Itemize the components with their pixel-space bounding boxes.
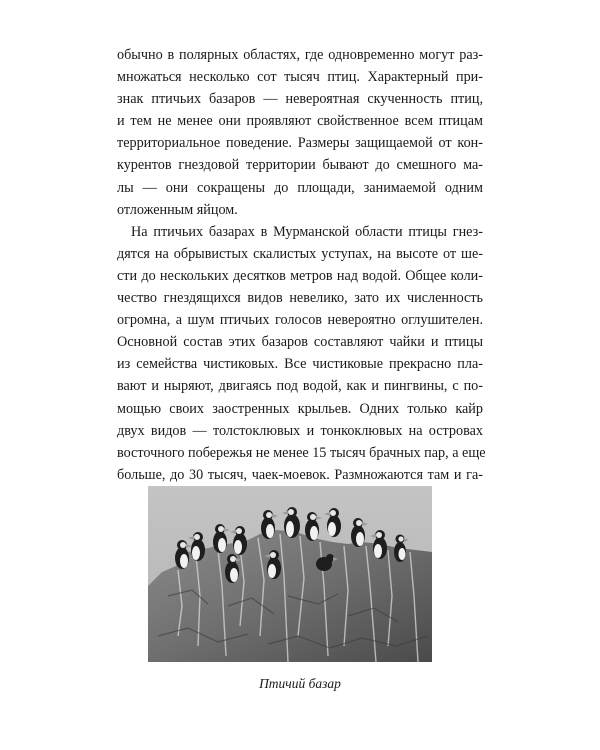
text-line: территориальное поведение. Размеры защищаемой от кон- — [117, 135, 483, 152]
paragraph-2 — [117, 221, 486, 486]
figure-caption: Птичий базар — [259, 676, 341, 691]
text-line: знак птичьих базаров — невероятная скученность птиц, — [117, 91, 483, 108]
text-line: чество гнездящихся видов невелико, зато их численность — [117, 290, 483, 307]
text-line: из семейства чистиковых. Все чистиковые прекрасно пла- — [117, 356, 483, 373]
text-line: лы — они сокращены до площади, занимаемой одним — [117, 179, 483, 196]
text-line: обычно в полярных областях, где одновременно могут раз- — [117, 47, 483, 63]
text-line: мощью своих заостренных крыльев. Одних только кайр — [117, 400, 483, 417]
text-line: вают и ныряют, двигаясь под водой, как и пингвины, с по- — [117, 378, 483, 395]
text-line: сти до нескольких десятков метров над водой. Общее коли- — [117, 267, 483, 284]
text-line: двух видов — толстоклювых и тонкоклювых на островах — [117, 422, 483, 439]
text-line: Основной состав этих базаров составляют чайки и птицы — [117, 334, 483, 351]
text-line: курентов гнездовой территории бывают до смешного ма- — [117, 157, 483, 174]
text-line: дятся на обрывистых скалистых уступах, на высоте от ше- — [117, 245, 483, 262]
text-line: восточного побережья не менее 15 тысяч брачных пар, а еще — [117, 444, 486, 461]
text-line: множаться несколько сот тысяч птиц. Характерный при- — [117, 69, 483, 86]
text-line: огромна, а шум птичьих голосов невероятно оглушителен. — [117, 312, 483, 329]
paragraph-1 — [117, 44, 483, 221]
text-line: На птичьих базарах в Мурманской области птицы гнез- — [131, 223, 483, 240]
body-text — [117, 44, 486, 486]
text-line: отложенным яйцом. — [117, 201, 238, 218]
text-line: и тем не менее они проявляют свойственное всем птицам — [117, 113, 483, 130]
text-line: больше, до 30 тысяч, чаек-моевок. Размножаются там и га- — [117, 466, 483, 483]
bird-colony-photo — [148, 486, 432, 662]
